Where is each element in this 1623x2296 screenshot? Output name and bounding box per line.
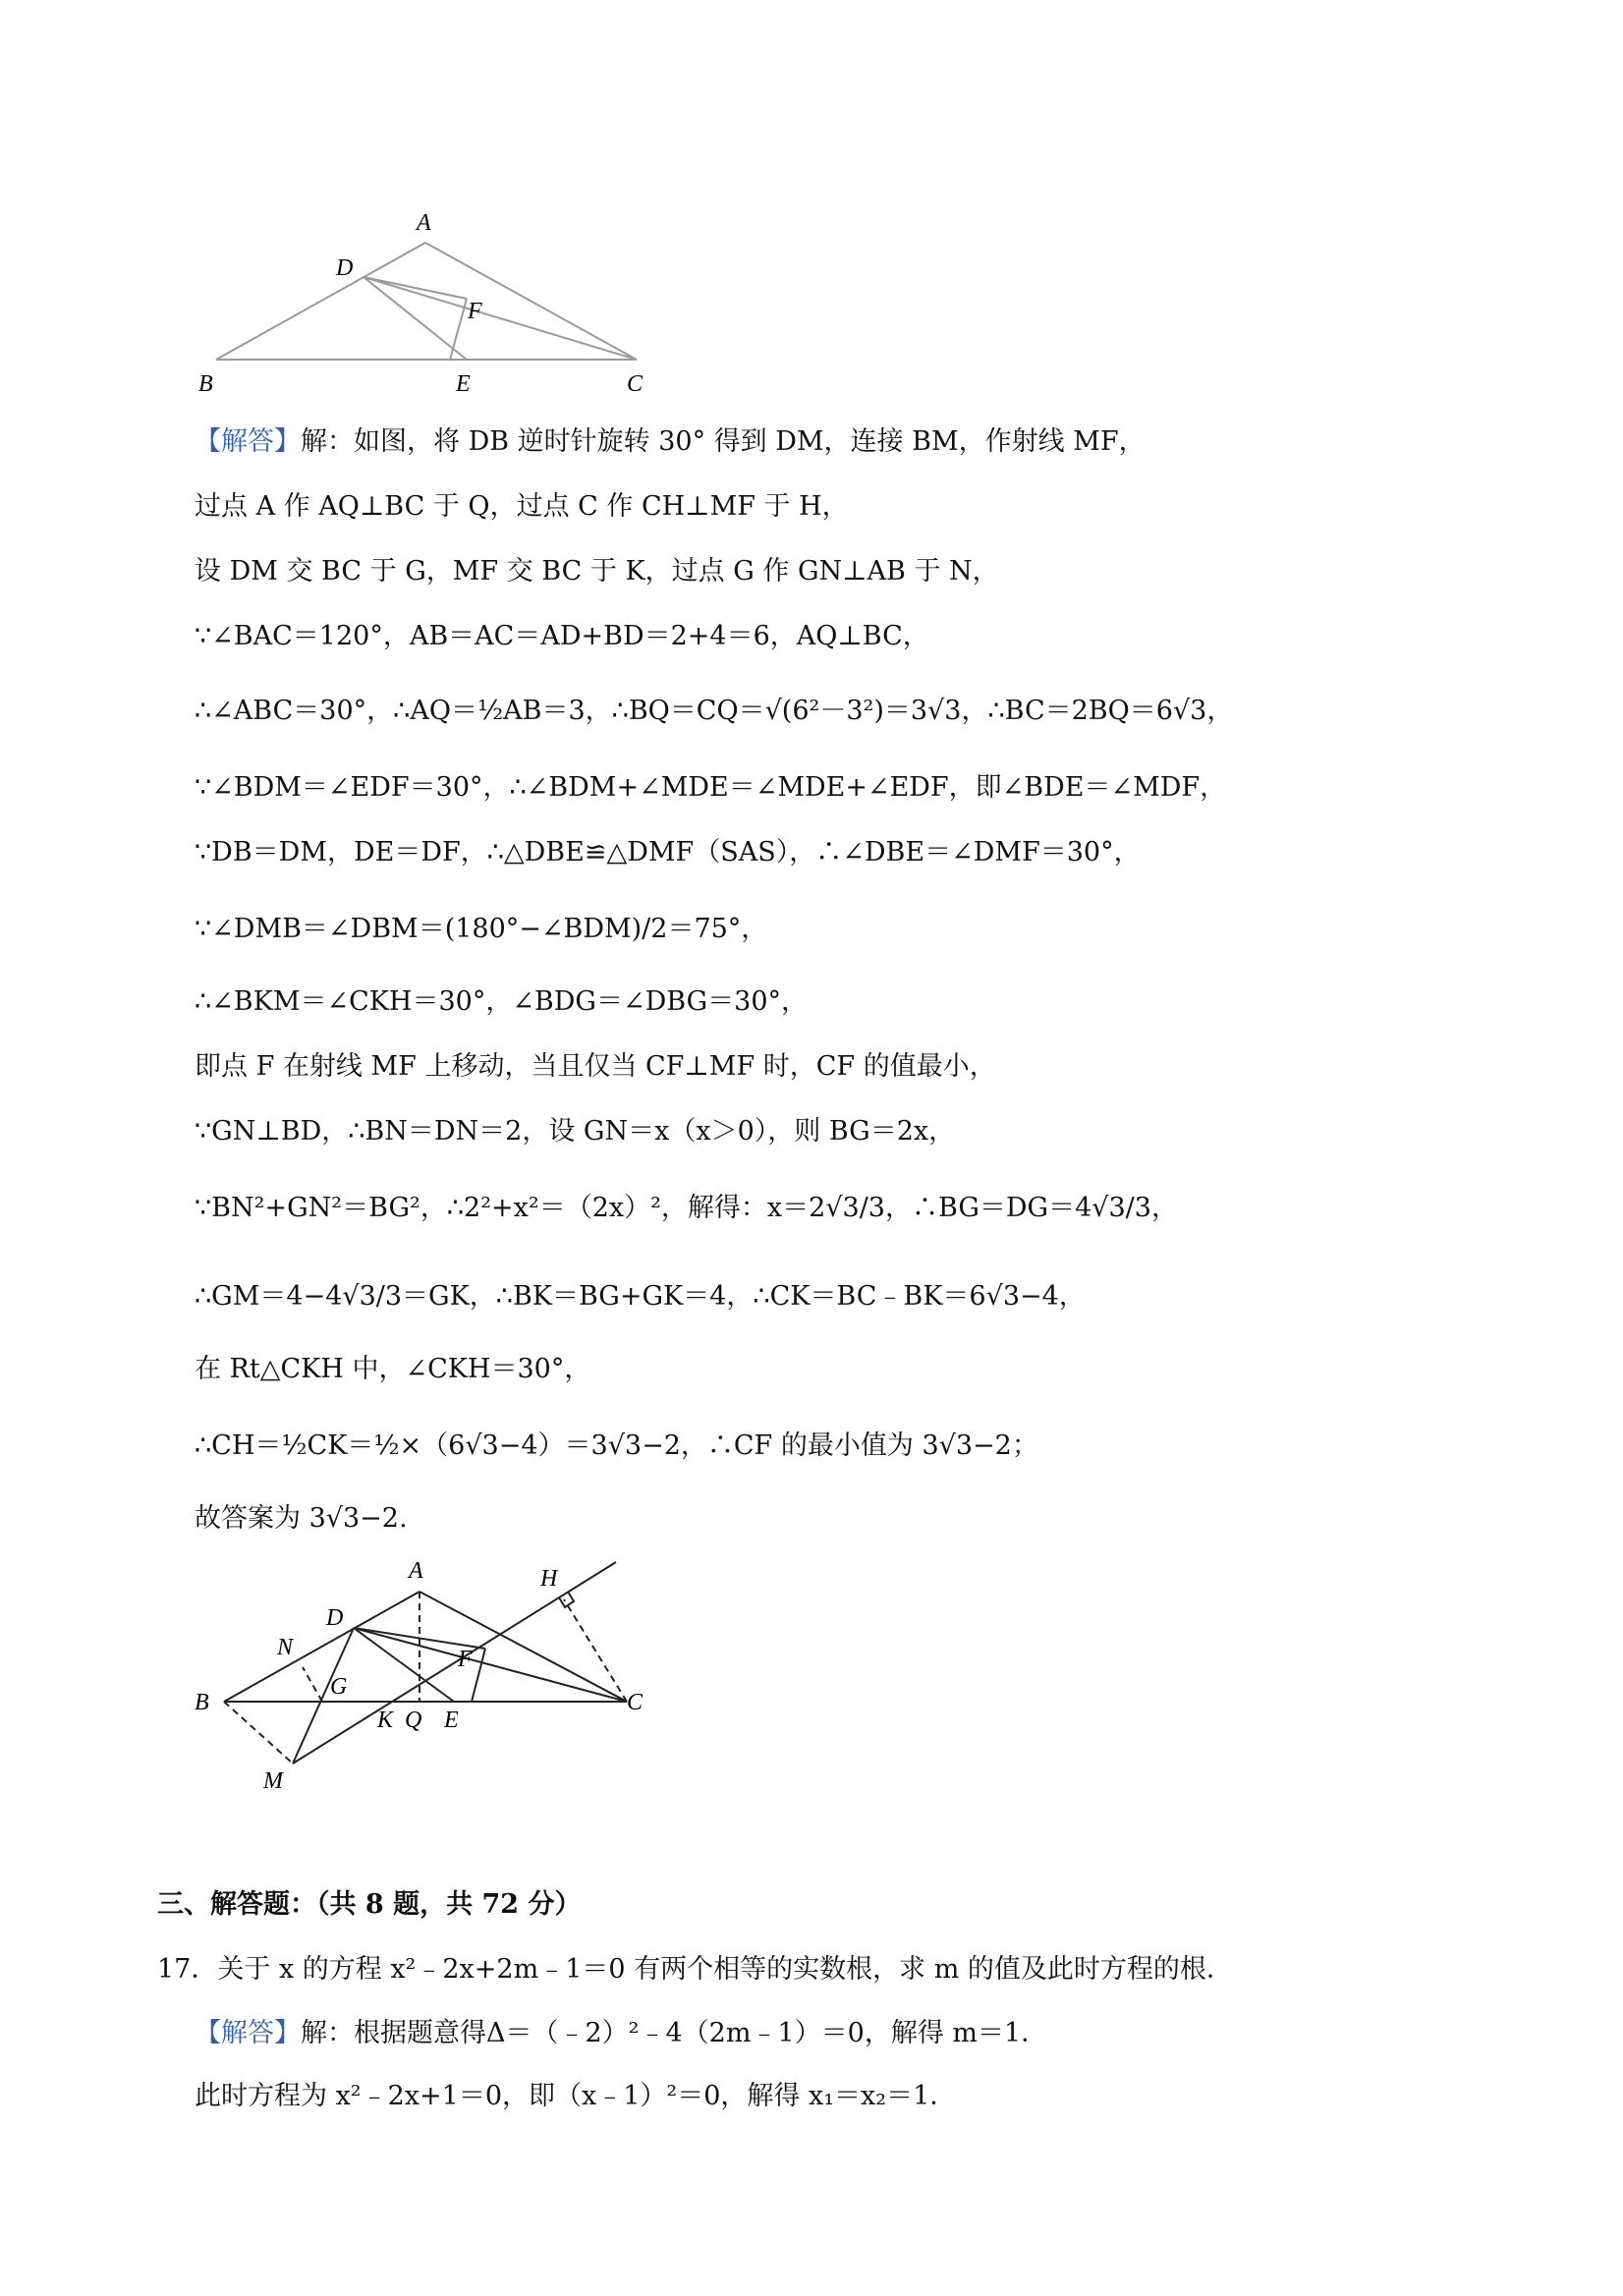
label-F: F [468,299,482,324]
label-A: A [417,210,431,236]
solution-line-9: ∴∠BKM＝∠CKH＝30°，∠BDG＝∠DBG＝30°， [195,986,809,1017]
label2-E: E [444,1708,459,1733]
q17-answer-line-2: 此时方程为 x²﹣2x+1＝0，即（x﹣1）²＝0，解得 x₁＝x₂＝1． [195,2081,957,2111]
label2-G: G [330,1674,348,1700]
solution-line-11: ∵GN⊥BD，∴BN＝DN＝2，设 GN＝x（x＞0），则 BG＝2x， [195,1116,956,1147]
solution-line-10: 即点 F 在射线 MF 上移动，当且仅当 CF⊥MF 时，CF 的值最小， [195,1051,996,1082]
label-E: E [456,371,471,397]
solution-line-5: ∴∠ABC＝30°，∴AQ＝½AB＝3，∴BQ＝CQ＝√(6²－3²)＝3√3，∴BC＝2BQ＝6√3， [195,696,1234,726]
solution-line-7: ∵DB＝DM，DE＝DF，∴△DBE≌△DMF（SAS），∴∠DBE＝∠DMF＝30°， [195,837,1141,868]
figure-2-construction [187,1552,658,1808]
label-B: B [198,371,213,397]
solution-line-13: ∴GM＝4−4√3/3＝GK，∴BK＝BG+GK＝4，∴CK＝BC﹣BK＝6√3−4， [195,1281,1086,1312]
solution-line-14: 在 Rt△CKH 中，∠CKH＝30°， [195,1354,591,1384]
label2-H: H [540,1566,558,1592]
label2-B: B [195,1690,209,1715]
figure-1-triangle [187,206,658,403]
solution-line-2: 过点 A 作 AQ⊥BC 于 Q，过点 C 作 CH⊥MF 于 H， [195,491,849,522]
solution-line-3: 设 DM 交 BC 于 G，MF 交 BC 于 K，过点 G 作 GN⊥AB 于 N， [195,556,999,587]
label2-F: F [458,1647,473,1672]
section-title: 三、解答题：（共 8 题，共 72 分） [157,1889,582,1920]
label2-C: C [627,1690,644,1715]
solution-line-16: 故答案为 3√3−2. [195,1503,408,1534]
label2-D: D [326,1605,344,1631]
label2-Q: Q [405,1708,422,1733]
solution-line-15: ∴CH＝½CK＝½×（6√3−4）＝3√3−2，∴CF 的最小值为 3√3−2； [195,1430,1038,1461]
label-C: C [627,371,644,397]
label-D: D [336,255,354,281]
solution-line-1: 【解答】解：如图，将 DB 逆时针旋转 30° 得到 DM，连接 BM，作射线 MF， [195,426,1146,457]
solution-line-6: ∵∠BDM＝∠EDF＝30°，∴∠BDM+∠MDE＝∠MDE+∠EDF，即∠BDE＝∠MDF， [195,772,1227,803]
label2-K: K [377,1708,394,1733]
answer-tag: 【解答】 [195,426,301,457]
q17-answer-line-1: 【解答】解：根据题意得Δ＝（﹣2）²﹣4（2m﹣1）＝0，解得 m＝1． [195,2018,1048,2048]
solution-line-8: ∵∠DMB＝∠DBM＝(180°−∠BDM)/2＝75°， [195,914,768,944]
label2-M: M [263,1768,283,1794]
solution-line-12: ∵BN²+GN²＝BG²，∴2²+x²＝（2x）²，解得：x＝2√3/3，∴BG＝DG＝4√3/3， [195,1193,1178,1223]
solution-line-4: ∵∠BAC＝120°，AB＝AC＝AD+BD＝2+4＝6，AQ⊥BC， [195,621,929,651]
label2-A: A [409,1558,423,1584]
q17-answer-tag: 【解答】 [195,2018,301,2048]
label2-N: N [277,1635,294,1660]
question-17: 17．关于 x 的方程 x²﹣2x+2m﹣1＝0 有两个相等的实数根，求 m 的值及此时方程的根． [157,1954,1233,1985]
